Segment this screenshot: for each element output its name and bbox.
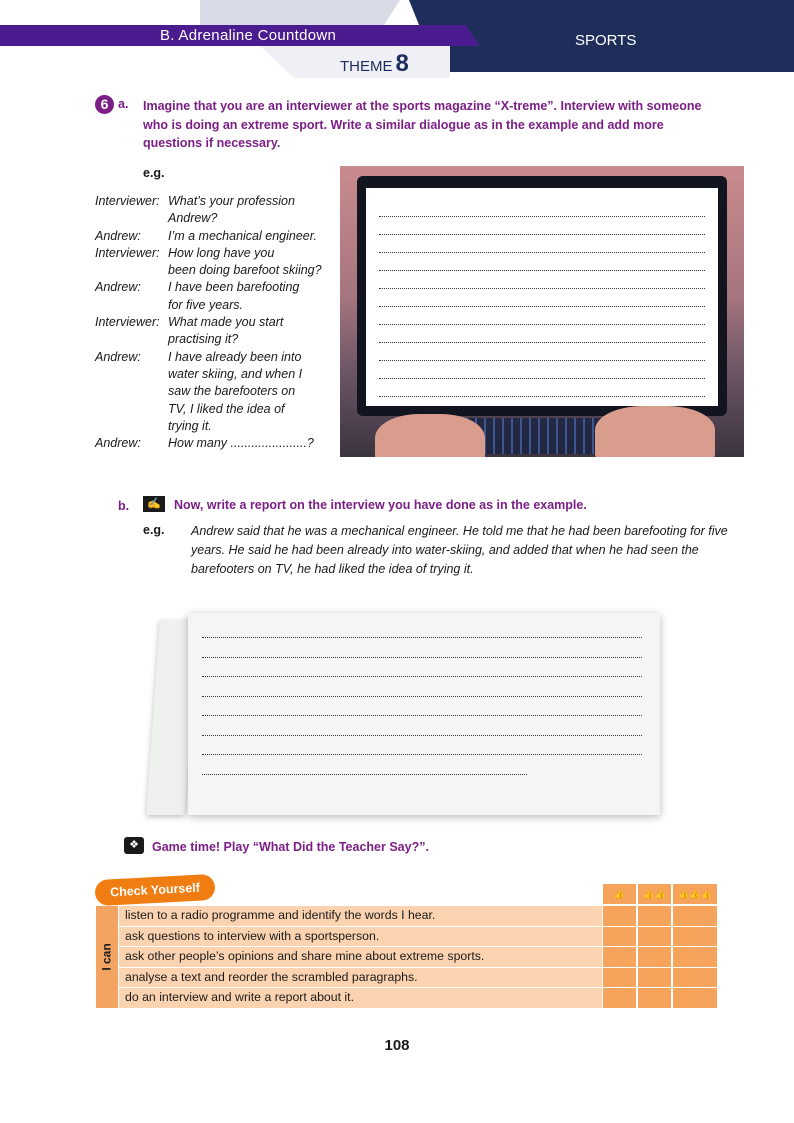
right-hand xyxy=(595,406,715,457)
rating-box-3[interactable] xyxy=(673,968,717,988)
i-can-label: I can xyxy=(100,943,115,971)
rating-box-2[interactable] xyxy=(638,927,671,947)
dialogue-speaker: Andrew: xyxy=(95,228,141,243)
left-hand xyxy=(375,414,485,457)
example-label: e.g. xyxy=(143,166,165,180)
rating-box-2[interactable] xyxy=(638,947,671,967)
dialogue-line xyxy=(95,279,345,314)
rating-header-3: 👍👍👍 xyxy=(673,884,717,904)
rating-box-2[interactable] xyxy=(638,968,671,988)
theme-label xyxy=(340,50,409,78)
dialogue-text: How long have you been doing barefoot skiing? xyxy=(168,245,322,278)
check-item: ask questions to interview with a sportsperson. xyxy=(119,927,602,947)
rating-box-3[interactable] xyxy=(673,988,717,1008)
rating-box-1[interactable] xyxy=(603,927,636,947)
part-b-example-text: Andrew said that he was a mechanical engineer. He told me that he had been barefooting for five years. He said he had been already into water-skiing, and added that when he had seen the barefooters on TV, he had liked the idea of trying it. xyxy=(191,524,728,576)
part-a-instruction: Imagine that you are an interviewer at the sports magazine “X-treme”. Interview with someone who is doing an extreme sport. Write a similar dialogue as in the example and add more questions if necessary. xyxy=(143,99,702,150)
dialogue-speaker: Andrew: xyxy=(95,349,141,364)
game-time-text: Game time! Play “What Did the Teacher Say?”. xyxy=(152,840,429,854)
check-item: analyse a text and reorder the scrambled paragraphs. xyxy=(119,968,602,988)
report-writing-area[interactable] xyxy=(188,613,660,815)
header-gray-band xyxy=(200,0,400,25)
part-a-label: a. xyxy=(118,97,129,111)
section-title: B. Adrenaline Countdown xyxy=(160,27,337,44)
dialogue-text: What made you start practising it? xyxy=(168,315,284,347)
dialogue-speaker: Andrew: xyxy=(95,436,141,451)
dialogue-text: What’s your profession Andrew? xyxy=(168,194,295,226)
rating-box-3[interactable] xyxy=(673,906,717,926)
example-dialogue xyxy=(95,193,345,452)
dialogue-speaker: Interviewer: xyxy=(95,315,160,330)
check-item: do an interview and write a report about it. xyxy=(119,988,602,1008)
rating-box-1[interactable] xyxy=(603,947,636,967)
rating-box-1[interactable] xyxy=(603,906,636,926)
subject-label: SPORTS xyxy=(575,32,637,49)
dialogue-text: I have already been into water skiing, and when I saw the barefooters on TV, I liked the idea of trying it. xyxy=(168,349,303,433)
dialogue-text: I have been barefooting for five years. xyxy=(168,280,300,312)
dialogue-line xyxy=(95,193,345,228)
check-item: listen to a radio programme and identify the words I hear. xyxy=(119,906,602,926)
check-item: ask other people’s opinions and share mine about extreme sports. xyxy=(119,947,602,967)
pencil-writing-icon: ✍ xyxy=(143,496,165,512)
dialogue-speaker: Interviewer: xyxy=(95,245,160,260)
part-b-example-label: e.g. xyxy=(143,523,165,537)
rating-box-1[interactable] xyxy=(603,968,636,988)
rating-header-1: 👍 xyxy=(603,884,636,904)
dialogue-line xyxy=(95,245,345,280)
dialogue-line xyxy=(95,314,345,349)
dialogue-text: I’m a mechanical engineer. xyxy=(168,228,317,243)
rating-box-3[interactable] xyxy=(673,947,717,967)
page-number: 108 xyxy=(384,1037,410,1054)
laptop-image xyxy=(340,166,744,457)
game-icon: ❖ xyxy=(124,837,144,854)
part-b-instruction: Now, write a report on the interview you have done as in the example. xyxy=(174,498,587,512)
dialogue-line xyxy=(95,349,345,435)
check-yourself-title: Check Yourself xyxy=(94,874,215,906)
question-number-badge: 6 xyxy=(95,95,114,114)
rating-box-2[interactable] xyxy=(638,906,671,926)
dialogue-line xyxy=(95,435,345,452)
rating-header-2: 👍👍 xyxy=(638,884,671,904)
dialogue-line xyxy=(95,228,345,245)
dialogue-text: How many ......................? xyxy=(168,436,314,451)
rating-box-1[interactable] xyxy=(603,988,636,1008)
rating-box-2[interactable] xyxy=(638,988,671,1008)
rating-box-3[interactable] xyxy=(673,927,717,947)
laptop-screen-writing-area xyxy=(366,188,718,406)
part-b-label: b. xyxy=(118,499,130,513)
dialogue-speaker: Andrew: xyxy=(95,280,141,295)
dialogue-speaker: Interviewer: xyxy=(95,194,160,208)
theme-number: 8 xyxy=(395,50,409,77)
theme-word: THEME xyxy=(340,58,393,75)
